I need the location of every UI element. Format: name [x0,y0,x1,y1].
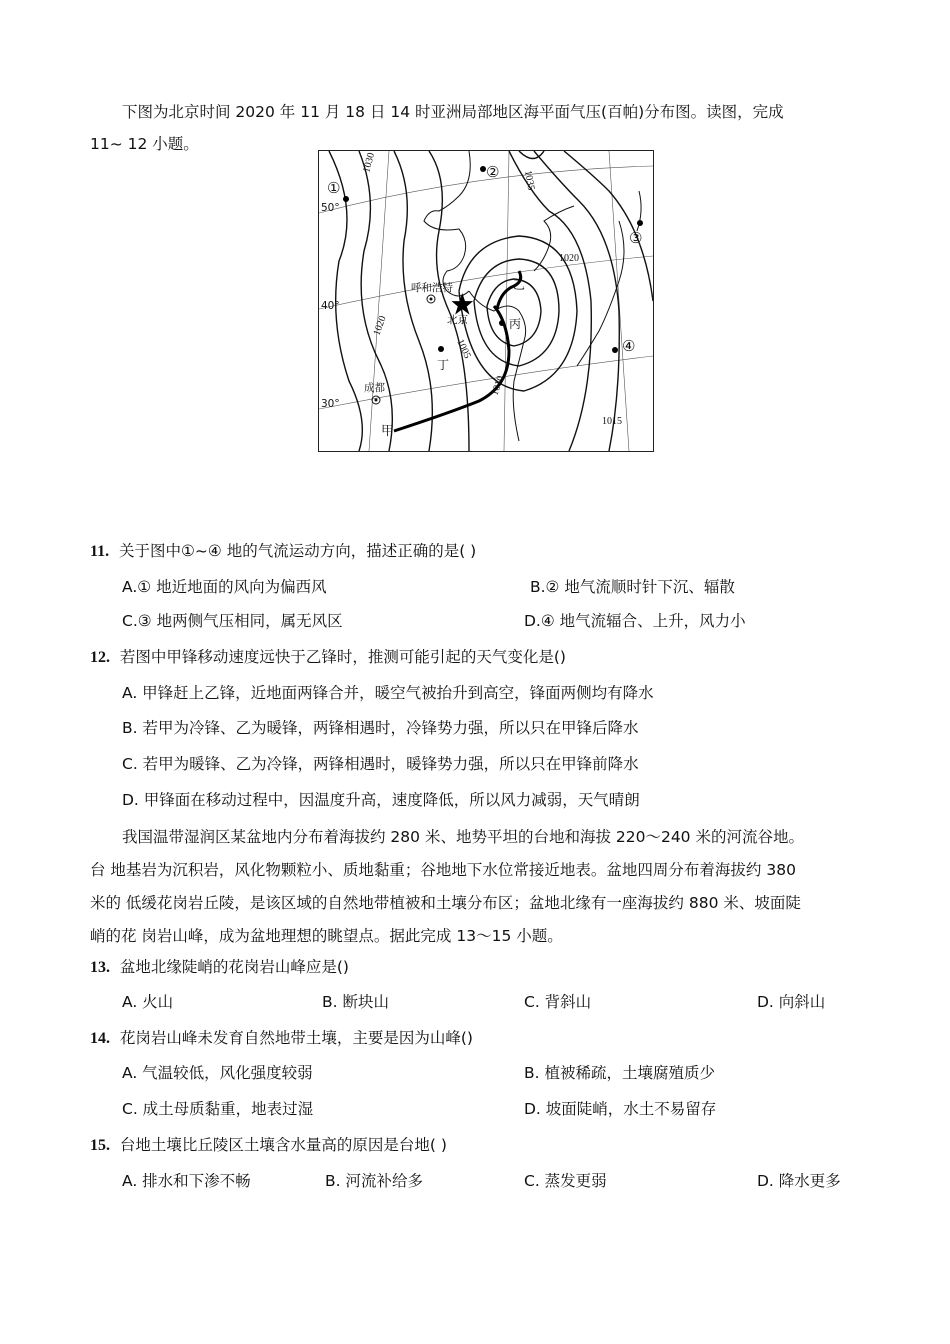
q15-stem [90,1133,447,1155]
point-4-dot [612,347,618,353]
q12-stem [90,645,566,667]
q12-option-b[interactable]: B. 若甲为冷锋、乙为暖锋，两锋相遇时，冷锋势力强，所以只在甲锋后降水 [122,719,639,737]
point-3-dot [637,220,643,226]
q14-stem [90,1026,473,1048]
map-graticule [319,151,653,451]
q11-stem [90,539,476,561]
q11-number: 11. [90,543,110,560]
q15-option-b[interactable]: B. 河流补给多 [325,1172,423,1190]
front-jia-label: 甲 [381,424,395,439]
isobars [329,151,653,451]
q13-option-d[interactable]: D. 向斜山 [757,993,826,1011]
lat-label-50: 50° [321,202,340,214]
point-1-label: ① [327,179,341,197]
coastline [424,151,641,441]
isobar-value-1015: 1015 [602,416,622,427]
isobar-value-1010: 1010 [489,374,507,398]
intro1-line1: 下图为北京时间 2020 年 11 月 18 日 14 时亚洲局部地区海平面气压(百帕)分布图。读图，完成 [122,103,784,121]
q13-number: 13. [90,959,110,976]
q12-stem-text: 若图中甲锋移动速度远快于乙锋时，推测可能引起的天气变化是() [119,648,566,666]
q15-option-a[interactable]: A. 排水和下渗不畅 [122,1172,251,1190]
intro2-line4: 峭的花 岗岩山峰，成为盆地理想的眺望点。据此完成 13～15 小题。 [90,927,563,945]
q13-option-c[interactable]: C. 背斜山 [524,993,592,1011]
q12-option-d[interactable]: D. 甲锋面在移动过程中，因温度升高，速度降低，所以风力减弱，天气晴朗 [122,791,640,809]
q15-option-c[interactable]: C. 蒸发更弱 [524,1172,607,1190]
intro2-line3: 米的 低缓花岗岩丘陵，是该区域的自然地带植被和土壤分布区；盆地北缘有一座海拔约 880 米、坡面陡 [90,894,801,912]
q11-option-a[interactable]: A.① 地近地面的风向为偏西风 [122,578,327,596]
q11-option-c[interactable]: C.③ 地两侧气压相同，属无风区 [122,612,343,630]
q12-option-a[interactable]: A. 甲锋赶上乙锋，近地面两锋合并，暖空气被抬升到高空，锋面两侧均有降水 [122,684,654,702]
point-1-dot [343,196,349,202]
lat-label-30: 30° [321,398,340,410]
fronts [394,271,521,431]
isobar-value-1020-west: 1020 [371,314,389,338]
q14-number: 14. [90,1030,110,1047]
q11-stem-text: 关于图中①~④ 地的气流运动方向，描述正确的是( ) [118,542,477,560]
point-3-label: ③ [629,229,643,247]
q11-option-b[interactable]: B.② 地气流顺时针下沉、辐散 [530,578,735,596]
isobar-value-1005: 1005 [454,337,473,361]
q13-stem [90,955,349,977]
point-4-label: ④ [622,337,636,355]
isobar-value-1020-east: 1020 [559,253,579,264]
q14-option-c[interactable]: C. 成土母质黏重，地表过湿 [122,1100,314,1118]
city-beijing: 北京 [447,314,468,326]
q12-option-c[interactable]: C. 若甲为暖锋、乙为冷锋，两锋相遇时，暖锋势力强，所以只在甲锋前降水 [122,755,639,773]
city-chengdu: 成都 [364,382,385,394]
point-bing-dot [499,320,505,326]
intro2-line2: 台 地基岩为沉积岩，风化物颗粒小、质地黏重；谷地地下水位常接近地表。盆地四周分布着海拔约 380 [90,861,796,879]
point-ding-dot [438,346,444,352]
isobar-value-1035: 1035 [522,169,537,192]
q13-stem-text: 盆地北缘陡峭的花岗岩山峰应是() [119,958,349,976]
q14-option-b[interactable]: B. 植被稀疏，土壤腐殖质少 [524,1064,715,1082]
point-ding-label: 丁 [437,358,450,372]
q14-option-d[interactable]: D. 坡面陡峭，水土不易留存 [524,1100,717,1118]
q13-option-a[interactable]: A. 火山 [122,993,174,1011]
q11-option-d[interactable]: D.④ 地气流辐合、上升，风力小 [524,612,746,630]
point-2-label: ② [486,163,500,181]
q13-option-b[interactable]: B. 断块山 [322,993,389,1011]
q12-number: 12. [90,649,110,666]
q15-number: 15. [90,1137,110,1154]
intro2-line1: 我国温带湿润区某盆地内分布着海拔约 280 米、地势平坦的台地和海拔 220～240 米的河流谷地。 [122,828,804,846]
pressure-map [318,150,654,452]
front-yi-label: 乙 [513,278,526,292]
q14-stem-text: 花岗岩山峰未发育自然地带土壤，主要是因为山峰() [119,1029,473,1047]
intro1-line2: 11~ 12 小题。 [90,135,199,153]
q15-option-d[interactable]: D. 降水更多 [757,1172,841,1190]
isobar-value-1030: 1030 [361,151,378,174]
lat-label-40: 40° [321,300,340,312]
point-bing-label: 丙 [509,317,522,331]
q15-stem-text: 台地土壤比丘陵区土壤含水量高的原因是台地( ) [119,1136,447,1154]
city-hohhot: 呼和浩特 [411,282,453,294]
point-2-dot [480,166,486,172]
q14-option-a[interactable]: A. 气温较低，风化强度较弱 [122,1064,313,1082]
